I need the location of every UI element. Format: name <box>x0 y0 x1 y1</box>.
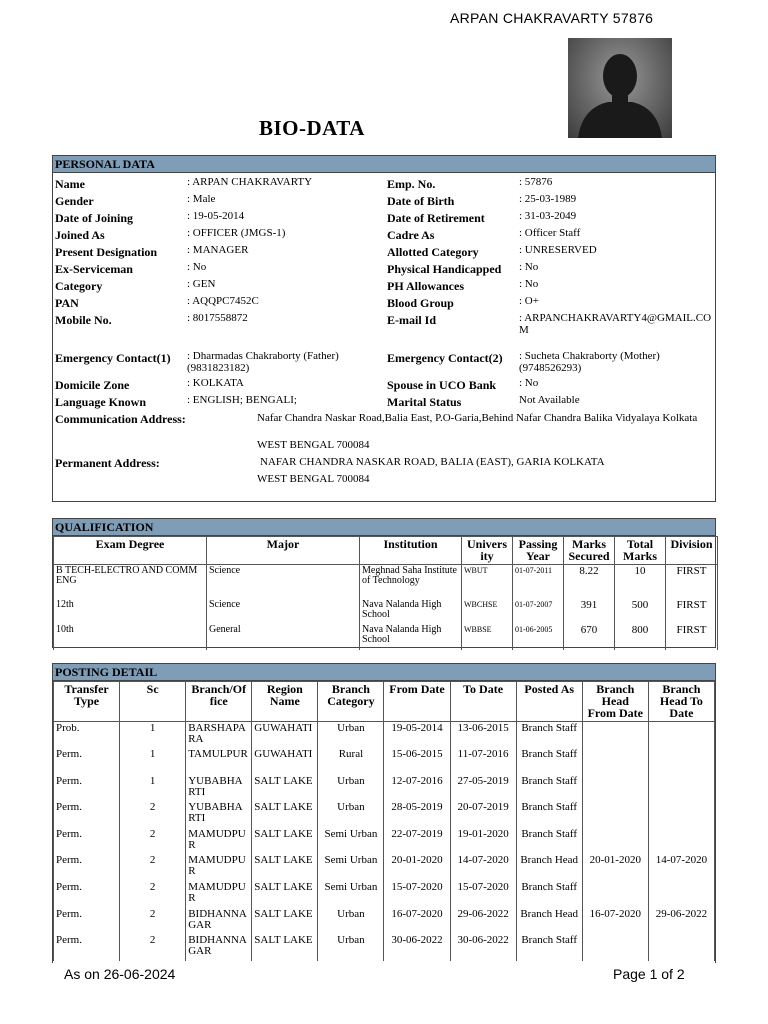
personal-label: Emergency Contact(1) <box>55 351 171 365</box>
table-cell <box>582 828 648 855</box>
col-to-date: To Date <box>450 682 516 722</box>
table-cell: 670 <box>564 624 615 650</box>
table-cell: Urban <box>318 908 384 935</box>
table-cell <box>648 775 714 802</box>
table-cell: 12-07-2016 <box>384 775 450 802</box>
table-cell: 14-07-2020 <box>648 854 714 881</box>
table-row <box>54 748 715 775</box>
table-cell: Branch Staff <box>516 722 582 749</box>
table-cell: GUWAHATI <box>252 748 318 775</box>
table-cell: Branch Staff <box>516 934 582 961</box>
table-cell: 20-07-2019 <box>450 801 516 828</box>
table-cell: 30-06-2022 <box>384 934 450 961</box>
personal-label: Allotted Category <box>387 245 479 259</box>
table-cell <box>648 722 714 749</box>
personal-value: : 57876 <box>519 176 553 188</box>
table-cell <box>582 748 648 775</box>
table-row <box>54 624 718 650</box>
personal-value: : OFFICER (JMGS-1) <box>187 227 286 239</box>
table-cell: SALT LAKE <box>252 881 318 908</box>
personal-label: Mobile No. <box>55 313 112 327</box>
table-cell: 20-01-2020 <box>384 854 450 881</box>
table-cell: WBBSE <box>462 624 513 650</box>
table-cell <box>648 934 714 961</box>
table-cell: 16-07-2020 <box>582 908 648 935</box>
table-cell: 2 <box>120 828 186 855</box>
employee-name-id: ARPAN CHAKRAVARTY 57876 <box>450 10 654 26</box>
table-cell: General <box>207 624 360 650</box>
qualification-section <box>52 518 716 648</box>
table-cell: FIRST <box>666 565 718 599</box>
col-passing-year: Passing Year <box>513 537 564 565</box>
table-cell: SALT LAKE <box>252 854 318 881</box>
table-cell: 391 <box>564 599 615 624</box>
col-branch-office: Branch/Of fice <box>186 682 252 722</box>
table-cell: 2 <box>120 881 186 908</box>
col-university: Univers ity <box>462 537 513 565</box>
personal-label: PH Allowances <box>387 279 464 293</box>
table-cell: SALT LAKE <box>252 801 318 828</box>
permanent-address-line2: WEST BENGAL 700084 <box>257 473 370 485</box>
posting-table <box>53 681 715 961</box>
profile-photo <box>568 38 672 138</box>
table-cell: Science <box>207 565 360 599</box>
table-cell: 19-05-2014 <box>384 722 450 749</box>
table-cell: 01-06-2005 <box>513 624 564 650</box>
personal-label: Category <box>55 279 103 293</box>
table-cell: 29-06-2022 <box>450 908 516 935</box>
col-bh-to-date: Branch Head To Date <box>648 682 714 722</box>
personal-value: : ENGLISH; BENGALI; <box>187 394 297 406</box>
col-institution: Institution <box>360 537 462 565</box>
col-posted-as: Posted As <box>516 682 582 722</box>
table-cell: Branch Staff <box>516 828 582 855</box>
table-cell <box>648 801 714 828</box>
page-title: BIO-DATA <box>259 116 365 140</box>
table-cell: 2 <box>120 908 186 935</box>
table-cell: 30-06-2022 <box>450 934 516 961</box>
personal-label: PAN <box>55 296 79 310</box>
table-cell: Rural <box>318 748 384 775</box>
table-cell: Perm. <box>54 934 120 961</box>
personal-label: E-mail Id <box>387 313 437 327</box>
table-cell: 1 <box>120 748 186 775</box>
table-row <box>54 722 715 749</box>
personal-label: Emergency Contact(2) <box>387 351 503 365</box>
personal-label: Cadre As <box>387 228 435 242</box>
table-cell: Perm. <box>54 775 120 802</box>
table-cell: Perm. <box>54 854 120 881</box>
qualification-heading: QUALIFICATION <box>53 519 715 536</box>
personal-label: Date of Birth <box>387 194 455 208</box>
table-cell: FIRST <box>666 624 718 650</box>
col-division: Division <box>666 537 718 565</box>
personal-value: : UNRESERVED <box>519 244 597 256</box>
table-cell: 2 <box>120 801 186 828</box>
table-cell: Urban <box>318 722 384 749</box>
table-cell: SALT LAKE <box>252 934 318 961</box>
personal-value: : No <box>519 278 539 290</box>
table-cell: Branch Head <box>516 854 582 881</box>
communication-address-line1: Nafar Chandra Naskar Road,Balia East, P.O-Garia,Behind Nafar Chandra Balika Vidyalaya Kolkata <box>257 412 698 424</box>
table-cell: 01-07-2007 <box>513 599 564 624</box>
qualification-table <box>53 536 718 650</box>
table-cell: 01-07-2011 <box>513 565 564 599</box>
table-cell: Semi Urban <box>318 828 384 855</box>
table-cell: 2 <box>120 854 186 881</box>
table-cell: WBUT <box>462 565 513 599</box>
personal-label: Blood Group <box>387 296 454 310</box>
personal-value: : No <box>519 377 539 389</box>
table-cell: 29-06-2022 <box>648 908 714 935</box>
table-cell: Semi Urban <box>318 854 384 881</box>
personal-label: Emp. No. <box>387 177 436 191</box>
col-bh-from-date: Branch Head From Date <box>582 682 648 722</box>
table-cell <box>648 828 714 855</box>
table-cell: 11-07-2016 <box>450 748 516 775</box>
table-row <box>54 801 715 828</box>
col-from-date: From Date <box>384 682 450 722</box>
personal-label: Present Designation <box>55 245 158 259</box>
table-cell: 15-07-2020 <box>384 881 450 908</box>
table-cell: SALT LAKE <box>252 775 318 802</box>
table-cell: BARSHAPARA <box>186 722 252 749</box>
table-cell: Urban <box>318 934 384 961</box>
col-exam-degree: Exam Degree <box>54 537 207 565</box>
table-cell: MAMUDPUR <box>186 881 252 908</box>
personal-label: Domicile Zone <box>55 378 130 392</box>
table-cell: 1 <box>120 775 186 802</box>
table-cell <box>648 881 714 908</box>
table-row <box>54 908 715 935</box>
table-cell: TAMULPUR <box>186 748 252 775</box>
col-branch-category: Branch Category <box>318 682 384 722</box>
personal-label: Name <box>55 177 85 191</box>
permanent-address-line1: NAFAR CHANDRA NASKAR ROAD, BALIA (EAST), GARIA KOLKATA <box>260 456 605 468</box>
table-row <box>54 854 715 881</box>
table-cell: Meghnad Saha Institute of Technology <box>360 565 462 599</box>
personal-value: : 25-03-1989 <box>519 193 577 205</box>
personal-label: Date of Joining <box>55 211 133 225</box>
table-cell: BIDHANNAGAR <box>186 934 252 961</box>
table-cell: 10th <box>54 624 207 650</box>
personal-label: Physical Handicapped <box>387 262 502 276</box>
table-cell: 19-01-2020 <box>450 828 516 855</box>
personal-value: : No <box>519 261 539 273</box>
table-cell: 2 <box>120 934 186 961</box>
personal-label: Gender <box>55 194 94 208</box>
table-cell: Urban <box>318 801 384 828</box>
col-region-name: Region Name <box>252 682 318 722</box>
table-cell <box>582 934 648 961</box>
table-cell: Perm. <box>54 748 120 775</box>
table-cell: YUBABHARTI <box>186 775 252 802</box>
personal-value: : GEN <box>187 278 216 290</box>
table-cell: Perm. <box>54 881 120 908</box>
table-cell: 14-07-2020 <box>450 854 516 881</box>
table-cell: WBCHSE <box>462 599 513 624</box>
permanent-address-label: Permanent Address: <box>55 456 160 470</box>
table-cell: 16-07-2020 <box>384 908 450 935</box>
table-cell: Perm. <box>54 828 120 855</box>
col-transfer-type: Transfer Type <box>54 682 120 722</box>
table-row <box>54 775 715 802</box>
table-cell: Branch Staff <box>516 801 582 828</box>
table-row <box>54 828 715 855</box>
table-cell <box>582 801 648 828</box>
table-cell: Urban <box>318 775 384 802</box>
personal-value: : AQQPC7452C <box>187 295 259 307</box>
table-cell: Branch Staff <box>516 748 582 775</box>
table-cell: MAMUDPUR <box>186 828 252 855</box>
table-cell: SALT LAKE <box>252 908 318 935</box>
communication-address-line2: WEST BENGAL 700084 <box>257 439 370 451</box>
table-cell: 10 <box>615 565 666 599</box>
col-sc: Sc <box>120 682 186 722</box>
personal-value: : Sucheta Chakraborty (Mother) (9748526293) <box>519 350 660 374</box>
table-cell: 500 <box>615 599 666 624</box>
table-cell: 12th <box>54 599 207 624</box>
table-cell: Branch Head <box>516 908 582 935</box>
table-cell: 20-01-2020 <box>582 854 648 881</box>
personal-value: : O+ <box>519 295 539 307</box>
communication-address-label: Communication Address: <box>55 412 186 426</box>
personal-value: : ARPAN CHAKRAVARTY <box>187 176 313 188</box>
personal-value: : Dharmadas Chakraborty (Father) (9831823182) <box>187 350 339 374</box>
personal-label: Date of Retirement <box>387 211 485 225</box>
table-cell <box>648 748 714 775</box>
col-major: Major <box>207 537 360 565</box>
personal-data-section <box>52 155 716 502</box>
table-cell: FIRST <box>666 599 718 624</box>
personal-label: Joined As <box>55 228 105 242</box>
table-cell: YUBABHARTI <box>186 801 252 828</box>
table-cell: GUWAHATI <box>252 722 318 749</box>
table-cell: Science <box>207 599 360 624</box>
personal-value: : MANAGER <box>187 244 249 256</box>
personal-value: : 8017558872 <box>187 312 248 324</box>
table-cell: Perm. <box>54 908 120 935</box>
personal-label: Language Known <box>55 395 147 409</box>
table-cell: Perm. <box>54 801 120 828</box>
table-cell <box>582 881 648 908</box>
table-cell: Semi Urban <box>318 881 384 908</box>
table-row <box>54 599 718 624</box>
table-cell <box>582 775 648 802</box>
table-row <box>54 881 715 908</box>
posting-detail-section <box>52 663 716 963</box>
col-total-marks: Total Marks <box>615 537 666 565</box>
personal-label: Spouse in UCO Bank <box>387 378 497 392</box>
as-on-date: As on 26-06-2024 <box>64 966 176 982</box>
personal-label: Marital Status <box>387 395 462 409</box>
table-cell: 800 <box>615 624 666 650</box>
table-cell <box>582 722 648 749</box>
table-cell: BIDHANNAGAR <box>186 908 252 935</box>
table-cell: Prob. <box>54 722 120 749</box>
personal-value: : Officer Staff <box>519 227 581 239</box>
table-cell: 1 <box>120 722 186 749</box>
table-cell: Nava Nalanda High School <box>360 624 462 650</box>
table-cell: B TECH-ELECTRO AND COMM ENG <box>54 565 207 599</box>
personal-value: : KOLKATA <box>187 377 244 389</box>
table-cell: 22-07-2019 <box>384 828 450 855</box>
table-cell: Branch Staff <box>516 881 582 908</box>
personal-value: : 19-05-2014 <box>187 210 245 222</box>
table-row <box>54 934 715 961</box>
personal-data-heading: PERSONAL DATA <box>53 156 715 173</box>
table-cell: 13-06-2015 <box>450 722 516 749</box>
table-cell: 28-05-2019 <box>384 801 450 828</box>
table-cell: 27-05-2019 <box>450 775 516 802</box>
table-row <box>54 565 718 599</box>
personal-value: : No <box>187 261 207 273</box>
table-cell: SALT LAKE <box>252 828 318 855</box>
personal-value: : 31-03-2049 <box>519 210 577 222</box>
personal-value: : Male <box>187 193 216 205</box>
personal-label: Ex-Serviceman <box>55 262 133 276</box>
table-cell: 15-06-2015 <box>384 748 450 775</box>
posting-detail-heading: POSTING DETAIL <box>53 664 715 681</box>
table-cell: 8.22 <box>564 565 615 599</box>
table-cell: MAMUDPUR <box>186 854 252 881</box>
personal-value: Not Available <box>519 394 580 406</box>
table-cell: Nava Nalanda High School <box>360 599 462 624</box>
page-number: Page 1 of 2 <box>613 966 685 982</box>
col-marks-secured: Marks Secured <box>564 537 615 565</box>
table-cell: 15-07-2020 <box>450 881 516 908</box>
table-cell: Branch Staff <box>516 775 582 802</box>
personal-value: : ARPANCHAKRAVARTY4@GMAIL.COM <box>519 312 712 336</box>
person-silhouette-icon <box>568 38 672 138</box>
